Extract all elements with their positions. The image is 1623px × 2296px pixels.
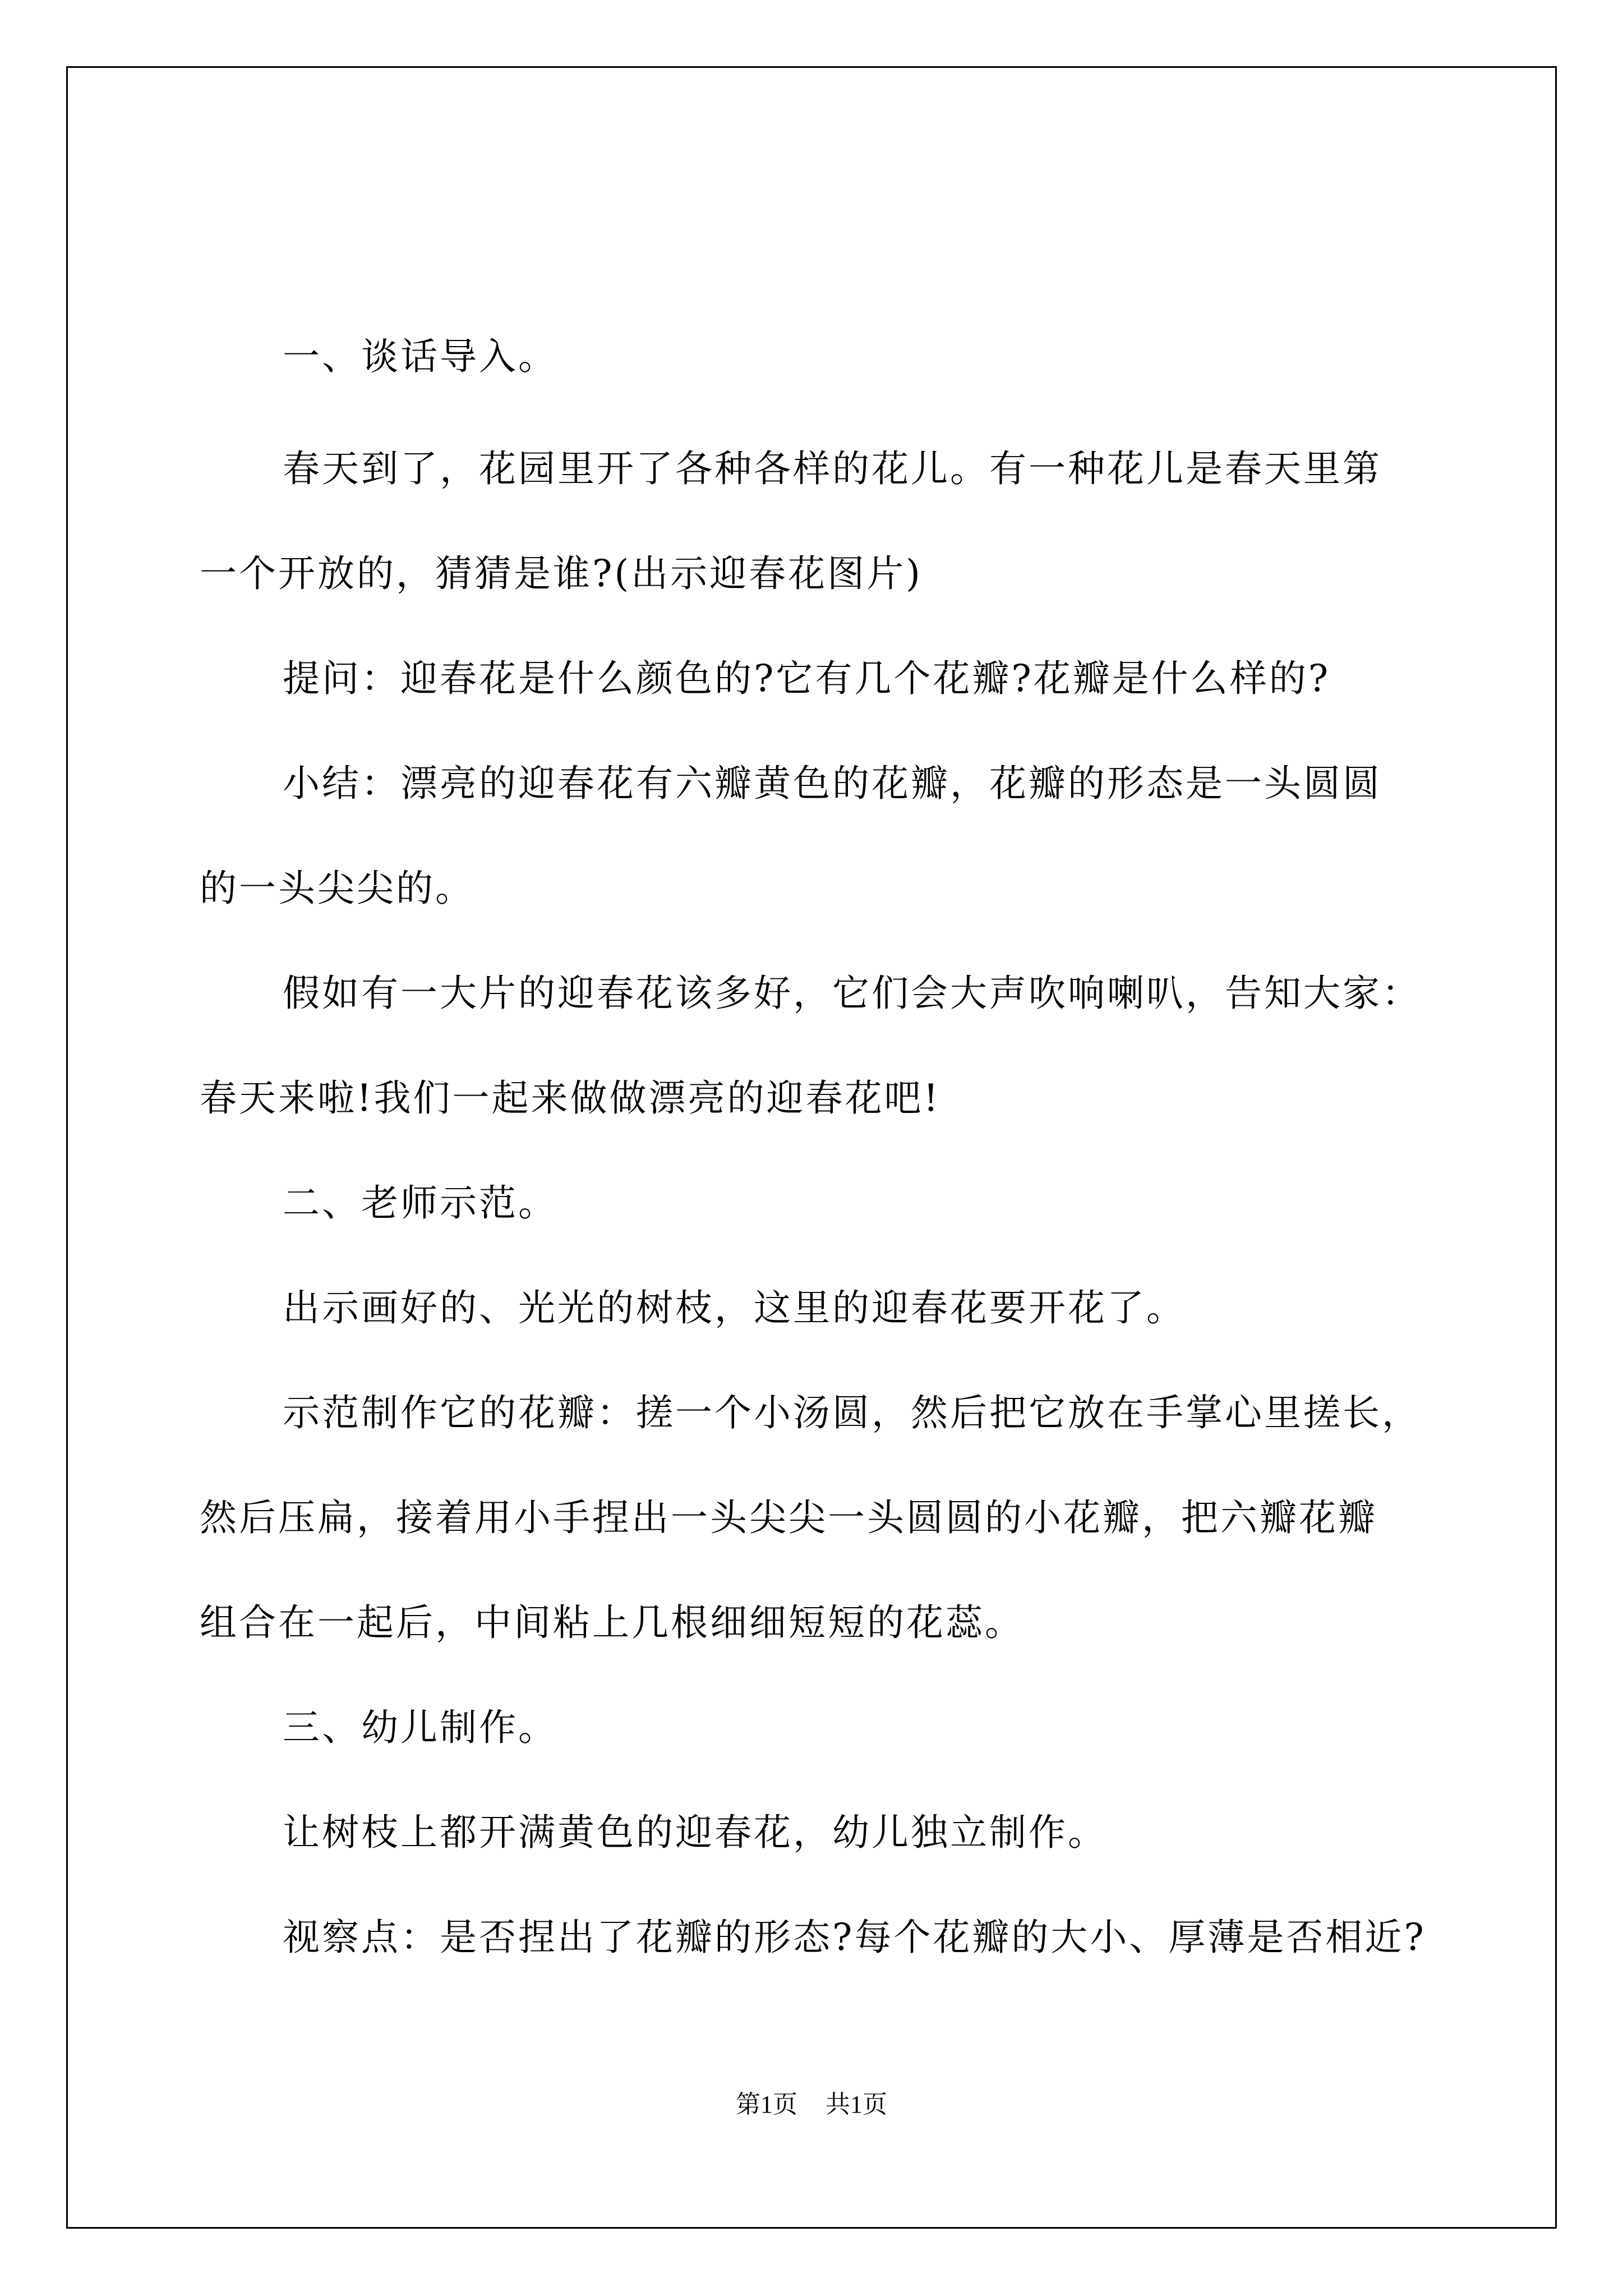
paragraph-heading-1: 一、谈话导入。 <box>283 335 557 378</box>
paragraph: 春天到了，花园里开了各种各样的花儿。有一种花儿是春天里第 <box>283 447 1382 490</box>
paragraph: 视察点：是否捏出了花瓣的形态?每个花瓣的大小、厚薄是否相近? <box>283 1916 1426 1959</box>
paragraph: 示范制作它的花瓣：搓一个小汤圆，然后把它放在手掌心里搓长， <box>283 1391 1421 1434</box>
paragraph: 小结：漂亮的迎春花有六瓣黄色的花瓣，花瓣的形态是一头圆圆 <box>283 762 1382 805</box>
paragraph: 提问：迎春花是什么颜色的?它有几个花瓣?花瓣是什么样的? <box>283 657 1331 700</box>
paragraph: 假如有一大片的迎春花该多好，它们会大声吹响喇叭，告知大家： <box>283 972 1421 1015</box>
paragraph-continuation: 组合在一起后，中间粘上几根细细短短的花蕊。 <box>200 1601 1024 1644</box>
paragraph-continuation: 然后压扁，接着用小手捏出一头尖尖一头圆圆的小花瓣，把六瓣花瓣 <box>200 1496 1377 1539</box>
page-total: 共1页 <box>826 2091 887 2118</box>
paragraph-continuation: 的一头尖尖的。 <box>200 867 474 910</box>
page-footer <box>0 2092 1623 2117</box>
page-border <box>66 66 1557 2229</box>
page-number: 第1页 <box>736 2091 797 2118</box>
paragraph-continuation: 春天来啦!我们一起来做做漂亮的迎春花吧! <box>200 1076 941 1120</box>
paragraph-heading-3: 三、幼儿制作。 <box>283 1706 557 1749</box>
paragraph-continuation: 一个开放的，猜猜是谁?(出示迎春花图片) <box>200 552 923 595</box>
paragraph: 让树枝上都开满黄色的迎春花，幼儿独立制作。 <box>283 1811 1107 1854</box>
paragraph: 出示画好的、光光的树枝，这里的迎春花要开花了。 <box>283 1286 1186 1329</box>
paragraph-heading-2: 二、老师示范。 <box>283 1181 557 1225</box>
